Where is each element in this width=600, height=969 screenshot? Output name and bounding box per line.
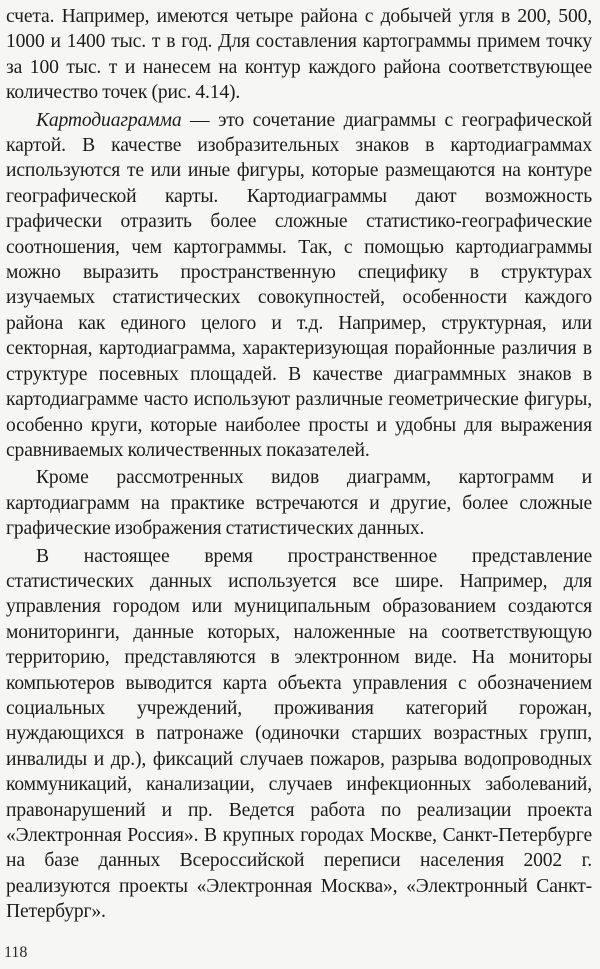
term-cartodiagram: Картодиаграмма [36,109,182,131]
paragraph-cartogram-example [6,4,592,106]
paragraph-spatial-representation [6,544,592,925]
page-number: 118 [4,944,28,961]
body-text [6,4,592,925]
paragraph-other-graphics [6,465,592,541]
paragraph-text: В настоящее время пространственное представление статистических данных используется все шире. Например, для управления городом или муниципальным образованием создаются мониторинги, данные которых, наложенные на соответствующую территорию, представляются в электронном виде. На мониторы компьютеров выводится карта объекта управления с обозначением социальных учреждений, проживания категорий горожан, нуждающихся в патронаже (одиночки старших возрастных групп, инвалиды и др.), фиксаций случаев пожаров, разрыва водопроводных коммуникаций, канализации, случаев инфекционных заболеваний, правонарушений и пр. Ведется работа по реализации проекта «Электронная Россия». В крупных городах Москве, Санкт-Петербурге на базе данных Всероссийской переписи населения 2002 г. реализуются проекты «Электронная Москва», «Электронный Санкт-Петербург». [6,545,592,923]
paragraph-cartodiagram-definition [6,108,592,464]
paragraph-text: счета. Например, имеются четыре района с добычей угля в 200, 500, 1000 и 1400 тыс. т в год. Для составления картограммы примем точку за 100 тыс. т и нанесем на контур каждого района соответствующее количество точек (рис. 4.14). [6,6,592,104]
paragraph-text: — это сочетание диаграммы с географической картой. В качестве изобразительных знаков в картодиаграммах используются те или иные фигуры, которые размещаются на контуре географической карты. Картодиаграммы дают возможность графически отразить более сложные статистико-географические соотношения, чем картограммы. Так, с помощью картодиаграммы можно выразить пространственную специфику в структурах изучаемых статистических совокупностей, особенности каждого района как единого целого и т.д. Например, структурная, или секторная, картодиаграмма, характеризующая порайонные различия в структуре посевных площадей. В качестве диаграммных знаков в картодиаграмме часто используют различные геометрические фигуры, особенно круги, которые наиболее просты и удобны для выражения сравниваемых количественных показателей. [6,109,592,461]
paragraph-text: Кроме рассмотренных видов диаграмм, картограмм и картодиаграмм на практике встречаются и другие, более сложные графические изображения статистических данных. [6,467,592,540]
